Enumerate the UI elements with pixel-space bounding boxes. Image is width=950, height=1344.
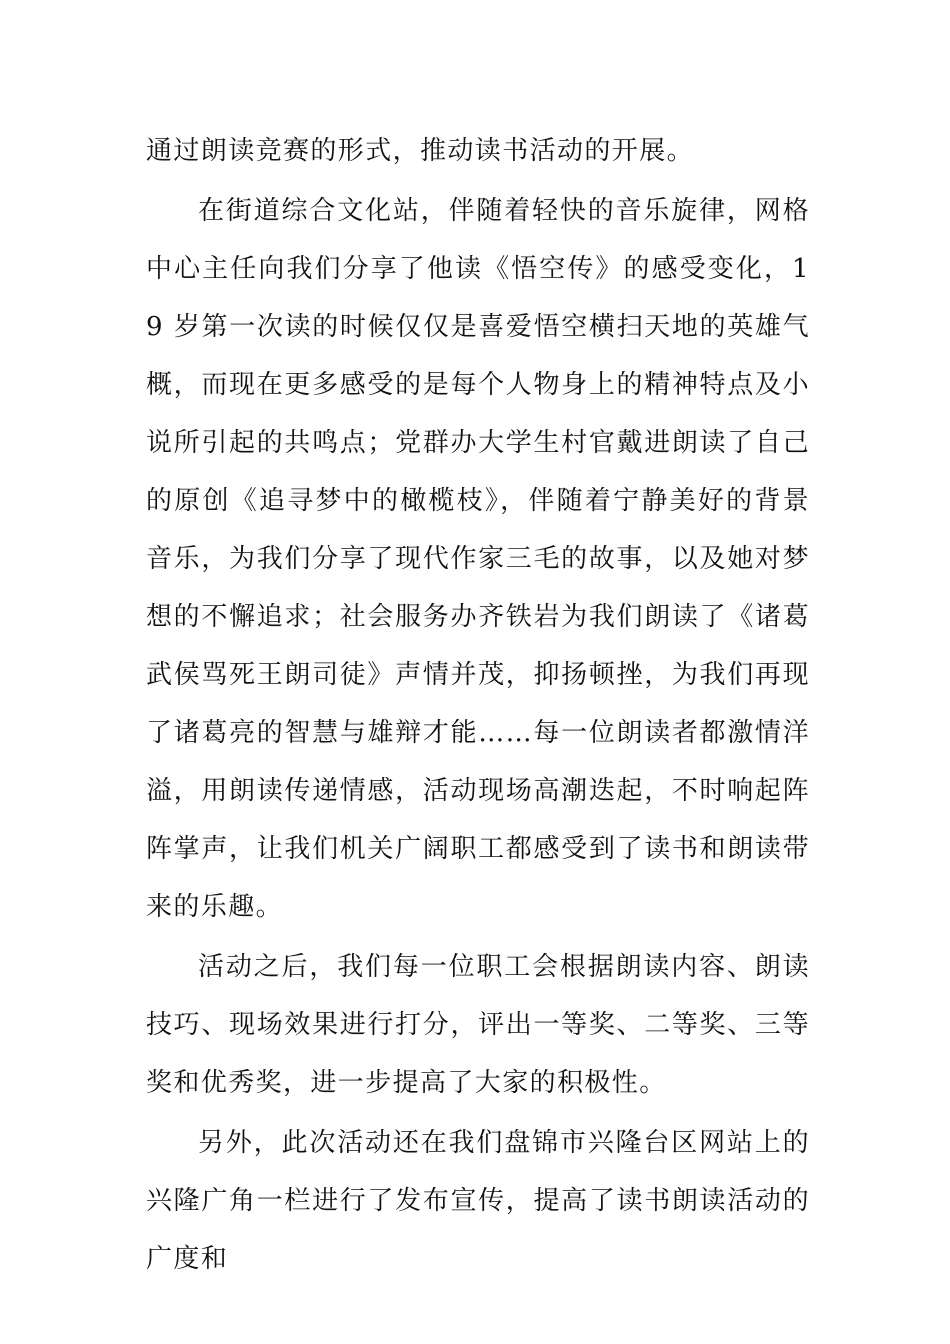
paragraph-continuation: 通过朗读竞赛的形式，推动读书活动的开展。	[146, 136, 695, 166]
paragraph-scoring: 活动之后，我们每一位职工会根据朗读内容、朗读技巧、现场效果进行打分，评出一等奖、二等奖、三等奖和优秀奖，进一步提高了大家的积极性。	[146, 952, 810, 1098]
document-body	[146, 122, 810, 1290]
paragraph-publicity: 另外，此次活动还在我们盘锦市兴隆台区网站上的兴隆广角一栏进行了发布宣传，提高了读书朗读活动的广度和	[146, 1128, 810, 1274]
paragraph-reading-sharing: 在街道综合文化站，伴随着轻快的音乐旋律，网格中心主任向我们分享了他读《悟空传》的感受变化，19 岁第一次读的时候仅仅是喜爱悟空横扫天地的英雄气概，而现在更多感受的是每个人物身上的精神特点及小说所引起的共鸣点；党群办大学生村官戴进朗读了自己的原创《追寻梦中的橄榄枝》，伴随着宁静美好的背景音乐，为我们分享了现代作家三毛的故事，以及她对梦想的不懈追求；社会服务办齐铁岩为我们朗读了《诸葛武侯骂死王朗司徒》声情并茂，抑扬顿挫，为我们再现了诸葛亮的智慧与雄辩才能……每一位朗读者都激情洋溢，用朗读传递情感，活动现场高潮迭起，不时响起阵阵掌声，让我们机关广阔职工都感受到了读书和朗读带来的乐趣。	[146, 196, 810, 922]
